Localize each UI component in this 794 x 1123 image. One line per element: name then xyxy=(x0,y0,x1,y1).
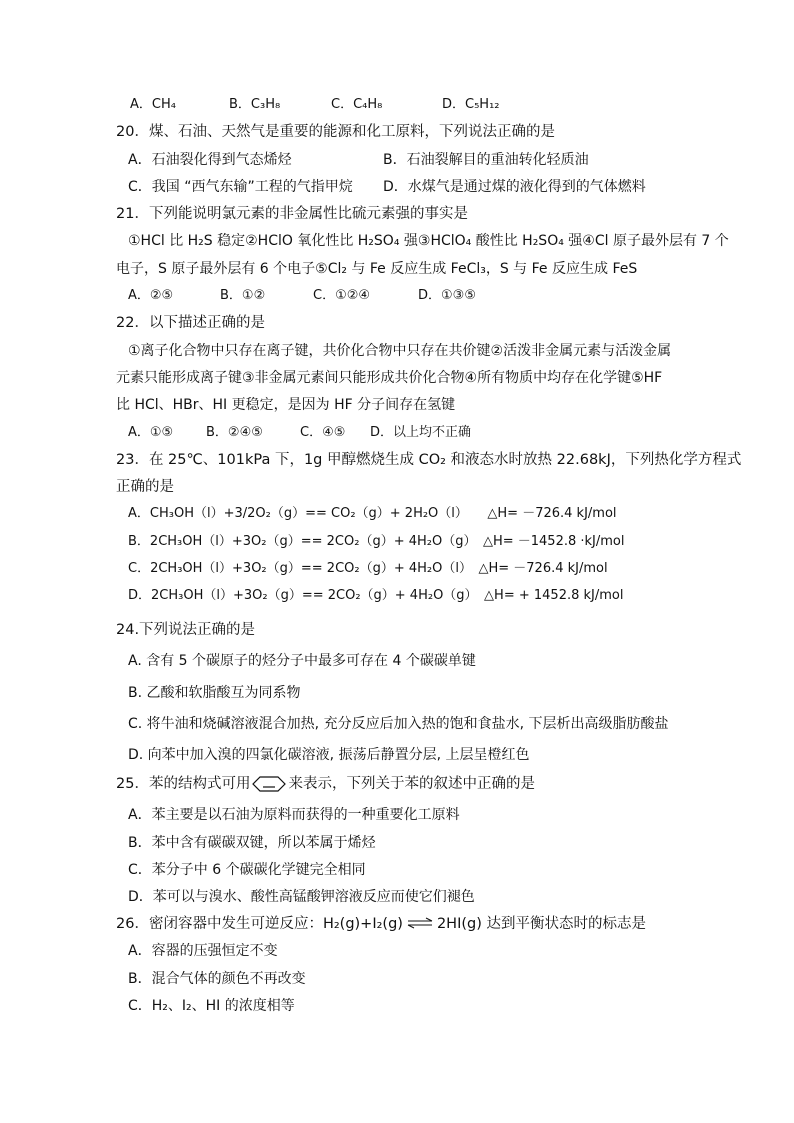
q25-stem xyxy=(116,775,535,793)
q20-option-a: A．石油裂化得到气态烯烃 xyxy=(128,152,292,168)
q21-statement-line1: ①HCl 比 H₂S 稳定②HClO 氧化性比 H₂SO₄ 强③HClO₄ 酸性比 H₂SO₄ 强④Cl 原子最外层有 7 个 xyxy=(128,233,729,249)
q21-option-b: B．①② xyxy=(220,288,266,303)
equilibrium-arrow-icon xyxy=(407,917,433,929)
q25-option-c: C．苯分子中 6 个碳碳化学键完全相同 xyxy=(128,862,366,878)
q22-option-a: A．①⑤ xyxy=(128,425,174,440)
q24-option-a: A. 含有 5 个碳原子的烃分子中最多可存在 4 个碳碳单键 xyxy=(128,653,476,669)
q26-option-b: B．混合气体的颜色不再改变 xyxy=(128,971,306,987)
q22-statement-line3: 比 HCl、HBr、HI 更稳定，是因为 HF 分子间存在氢键 xyxy=(116,397,456,413)
q22-stem: 22．以下描述正确的是 xyxy=(116,315,265,331)
q23-option-c: C．2CH₃OH（l）+3O₂（g）== 2CO₂（g）+ 4H₂O（l） △H= －726.4 kJ/mol xyxy=(128,561,608,576)
q22-statement-line2: 元素只能形成离子键③非金属元素间只能形成共价化合物④所有物质中均存在化学键⑤HF xyxy=(116,370,663,386)
q19-option-c: C．C₄H₈ xyxy=(331,97,383,112)
q23-option-d: D．2CH₃OH（l）+3O₂（g）== 2CO₂（g）+ 4H₂O（g） △H= + 1452.8 kJ/mol xyxy=(128,588,624,603)
q23-option-a: A．CH₃OH（l）+3/2O₂（g）== CO₂（g）+ 2H₂O（l） △H= －726.4 kJ/mol xyxy=(128,506,617,521)
benzene-structure-icon xyxy=(252,776,286,792)
q20-option-d: D．水煤气是通过煤的液化得到的气体燃料 xyxy=(383,179,646,195)
q25-option-b: B．苯中含有碳碳双键，所以苯属于烯烃 xyxy=(128,835,376,851)
q24-stem: 24.下列说法正确的是 xyxy=(116,622,256,638)
q20-option-c: C．我国 “西气东输”工程的气指甲烷 xyxy=(128,179,353,195)
q21-stem: 21．下列能说明氯元素的非金属性比硫元素强的事实是 xyxy=(116,206,468,222)
q26-stem xyxy=(116,915,646,933)
q25-stem-before: 25．苯的结构式可用 xyxy=(116,776,251,792)
q22-option-d: D．以上均不正确 xyxy=(370,425,472,440)
q20-stem: 20．煤、石油、天然气是重要的能源和化工原料，下列说法正确的是 xyxy=(116,124,555,140)
q24-option-d: D. 向苯中加入溴的四氯化碳溶液, 振荡后静置分层, 上层呈橙红色 xyxy=(128,747,530,763)
q26-option-c: C．H₂、I₂、HI 的浓度相等 xyxy=(128,998,295,1014)
q21-option-c: C．①②④ xyxy=(313,288,371,303)
q19-option-b: B．C₃H₈ xyxy=(229,97,281,112)
q22-statement-line1: ①离子化合物中只存在离子键，共价化合物中只存在共价键②活泼非金属元素与活泼金属 xyxy=(128,343,672,359)
q26-option-a: A．容器的压强恒定不变 xyxy=(128,943,278,959)
q20-option-b: B．石油裂解目的重油转化轻质油 xyxy=(383,152,589,168)
q26-stem-after: 2HI(g) 达到平衡状态时的标志是 xyxy=(436,916,646,932)
q21-option-a: A．②⑤ xyxy=(128,288,174,303)
q25-option-a: A．苯主要是以石油为原料而获得的一种重要化工原料 xyxy=(128,807,460,823)
q23-option-b: B．2CH₃OH（l）+3O₂（g）== 2CO₂（g）+ 4H₂O（g） △H= －1452.8 ·kJ/mol xyxy=(128,534,625,549)
q26-stem-before: 26．密闭容器中发生可逆反应：H₂(g)+I₂(g) xyxy=(116,916,403,932)
q24-option-b: B. 乙酸和软脂酸互为同系物 xyxy=(128,685,301,701)
q25-stem-after: 来表示，下列关于苯的叙述中正确的是 xyxy=(288,776,535,792)
q19-option-d: D．C₅H₁₂ xyxy=(442,97,500,112)
q24-option-c: C. 将牛油和烧碱溶液混合加热, 充分反应后加入热的饱和食盐水, 下层析出高级脂肪酸盐 xyxy=(128,716,669,732)
q21-option-d: D．①③⑤ xyxy=(418,288,476,303)
q22-option-b: B．②④⑤ xyxy=(206,425,263,440)
q22-option-c: C．④⑤ xyxy=(300,425,346,440)
q21-statement-line2: 电子，S 原子最外层有 6 个电子⑤Cl₂ 与 Fe 反应生成 FeCl₃，S 与 Fe 反应生成 FeS xyxy=(116,261,638,277)
q23-stem-line2: 正确的是 xyxy=(116,479,174,495)
q25-option-d: D．苯可以与溴水、酸性高锰酸钾溶液反应而使它们褪色 xyxy=(128,889,475,905)
q19-option-a: A．CH₄ xyxy=(130,97,176,112)
q23-stem-line1: 23．在 25℃、101kPa 下，1g 甲醇燃烧生成 CO₂ 和液态水时放热 22.68kJ，下列热化学方程式 xyxy=(116,452,742,468)
